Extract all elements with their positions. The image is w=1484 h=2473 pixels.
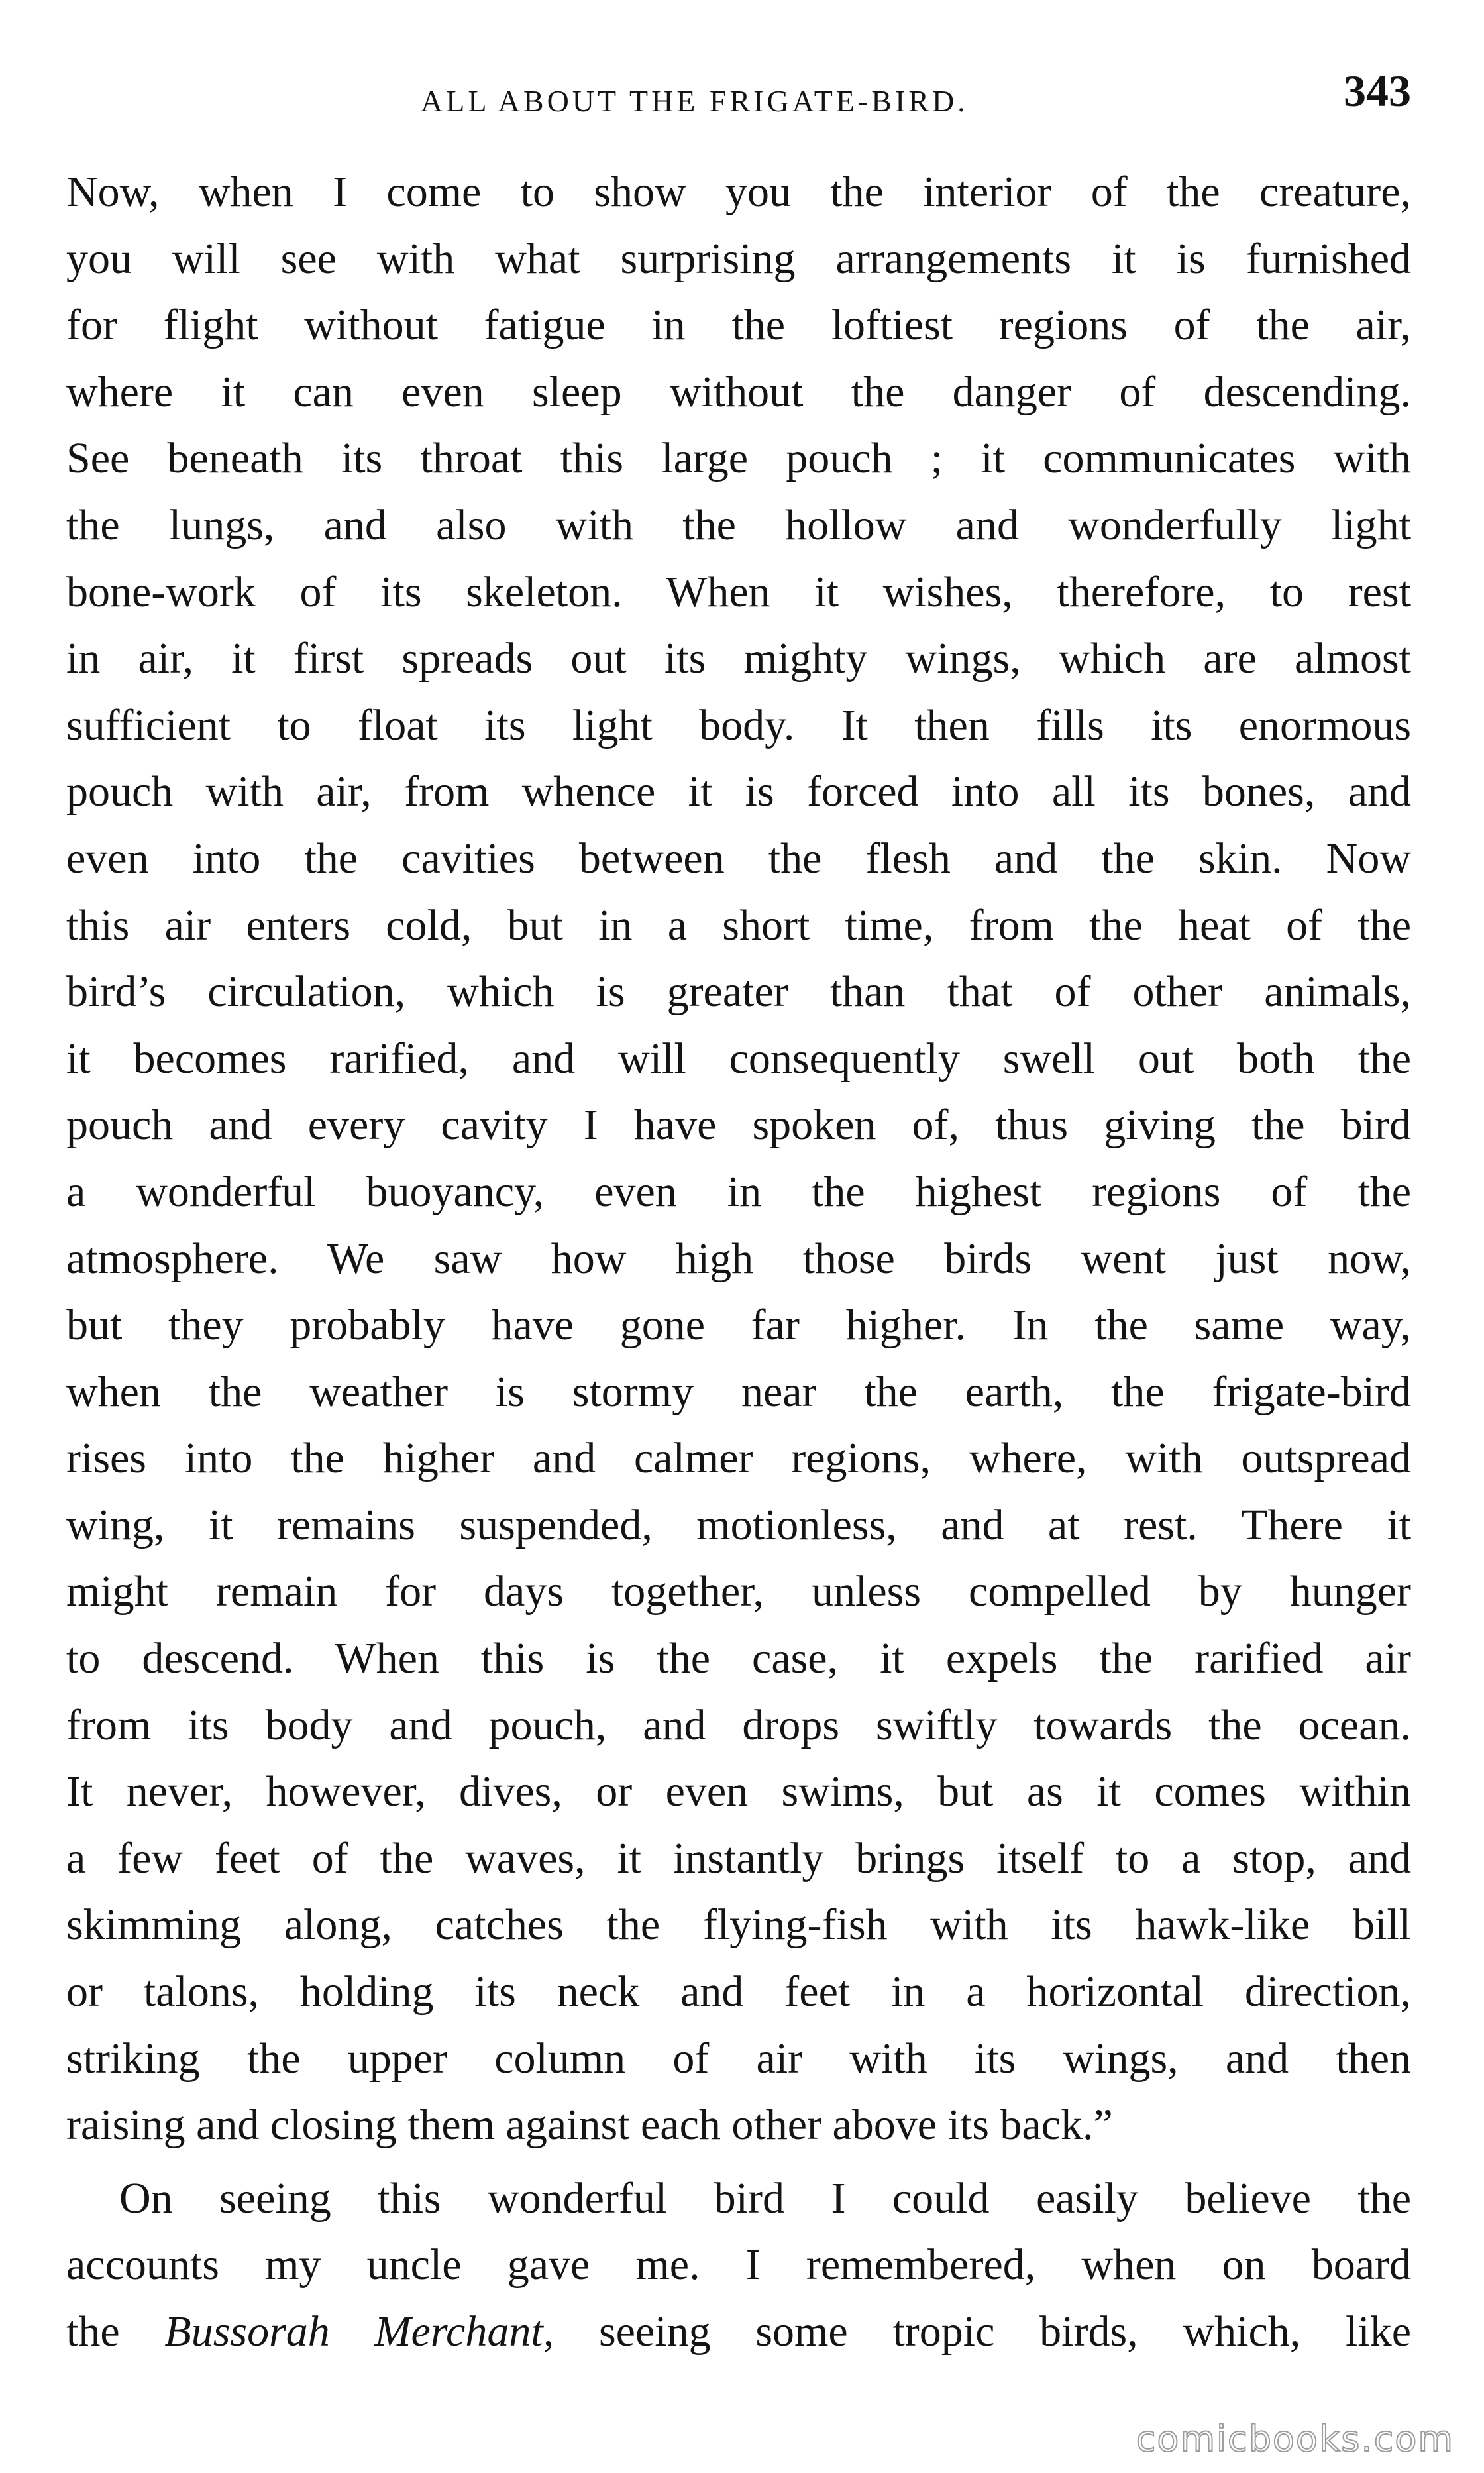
text-line: in air, it first spreads out its mighty wings, which are almost	[66, 634, 1411, 683]
text-line: when the weather is stormy near the earth, the frigate-bird	[66, 1367, 1411, 1416]
text-line: might remain for days together, unless compelled by hunger	[66, 1567, 1411, 1616]
text-line: to descend. When this is the case, it expels the rarified air	[66, 1634, 1411, 1683]
text-line: pouch and every cavity I have spoken of, thus giving the bird	[66, 1101, 1411, 1150]
text-line: for flight without fatigue in the loftiest regions of the air,	[66, 301, 1411, 350]
text-line: accounts my uncle gave me. I remembered, when on board	[66, 2240, 1411, 2289]
text-line-with-italic	[66, 2299, 1411, 2366]
text-line: skimming along, catches the flying-fish with its hawk-like bill	[66, 1900, 1411, 1950]
text-line: sufficient to float its light body. It then fills its enormous	[66, 700, 1411, 749]
text-line: It never, however, dives, or even swims, but as it comes within	[66, 1767, 1411, 1816]
paragraph-gap	[66, 2159, 1411, 2166]
text-line: striking the upper column of air with its wings, and then	[66, 2034, 1411, 2083]
text-line: bird’s circulation, which is greater than that of other animals,	[66, 967, 1411, 1017]
ship-name-italic: Bussorah Merchant,	[164, 2307, 555, 2356]
running-head-title: ALL ABOUT THE FRIGATE-BIRD.	[421, 84, 969, 118]
text-line: you will see with what surprising arrangements it is furnished	[66, 234, 1411, 283]
page-number: 343	[1344, 66, 1411, 116]
text-run: the	[66, 2307, 165, 2356]
paragraph-2	[66, 2166, 1411, 2366]
text-line: atmosphere. We saw how high those birds went just now,	[66, 1234, 1411, 1283]
watermark: comicbooks.com	[1136, 2418, 1454, 2460]
text-line: See beneath its throat this large pouch ; it communicates with	[66, 434, 1411, 483]
text-line: raising and closing them against each other above its back.”	[66, 2101, 1113, 2150]
text-line: from its body and pouch, and drops swiftly towards the ocean.	[66, 1700, 1411, 1749]
text-run: seeing some tropic birds, which, like	[554, 2307, 1411, 2356]
text-line: this air enters cold, but in a short time, from the heat of the	[66, 901, 1411, 950]
text-line: the lungs, and also with the hollow and wonderfully light	[66, 500, 1411, 549]
text-line: a wonderful buoyancy, even in the highest regions of the	[66, 1167, 1411, 1216]
text-line: or talons, holding its neck and feet in a horizontal direction,	[66, 1967, 1411, 2016]
text-line: even into the cavities between the flesh and the skin. Now	[66, 834, 1411, 883]
text-line: where it can even sleep without the danger of descending.	[66, 367, 1411, 416]
running-head	[66, 64, 1411, 123]
text-line: a few feet of the waves, it instantly brings itself to a stop, and	[66, 1834, 1411, 1883]
text-line: it becomes rarified, and will consequently swell out both the	[66, 1034, 1411, 1083]
text-line: rises into the higher and calmer regions, where, with outspread	[66, 1434, 1411, 1483]
text-line: wing, it remains suspended, motionless, and at rest. There it	[66, 1500, 1411, 1549]
text-line: On seeing this wonderful bird I could easily believe the	[119, 2173, 1411, 2223]
text-line: but they probably have gone far higher. In the same way,	[66, 1301, 1411, 1350]
paragraph-1	[66, 159, 1411, 2159]
text-line: pouch with air, from whence it is forced into all its bones, and	[66, 767, 1411, 816]
body-text	[66, 159, 1411, 2366]
text-line: bone-work of its skeleton. When it wishes, therefore, to rest	[66, 567, 1411, 616]
text-line: Now, when I come to show you the interior of the creature,	[66, 168, 1411, 216]
